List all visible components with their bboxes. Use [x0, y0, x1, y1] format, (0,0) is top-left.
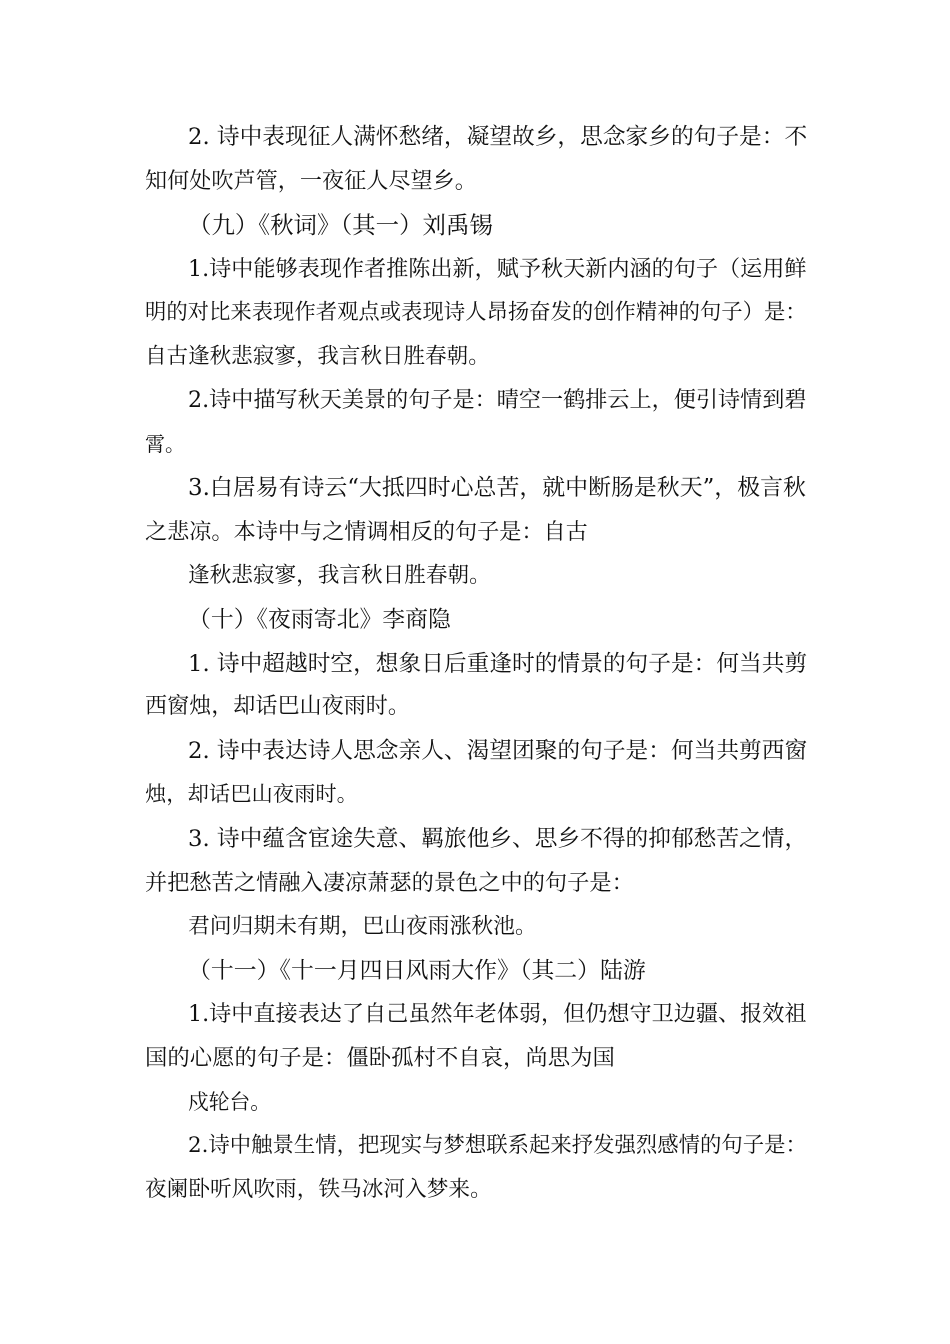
text-line: 戍轮台。 [188, 1090, 272, 1114]
section-heading: （九）《秋词》（其一）刘禹锡 [188, 211, 493, 239]
text-line: 逢秋悲寂寥，我言秋日胜春朝。 [188, 563, 491, 588]
text-line: 1.诗中能够表现作者推陈出新，赋予秋天新内涵的句子（运用鲜 [188, 256, 807, 282]
text-line: 明的对比来表现作者观点或表现诗人昂扬奋发的创作精神的句子）是： [145, 300, 807, 325]
text-line: 2.诗中描写秋天美景的句子是：晴空一鹤排云上，便引诗情到碧 [188, 387, 807, 413]
section-heading: （十一）《十一月四日风雨大作》（其二）陆游 [188, 958, 646, 984]
text-line: 2. 诗中表现征人满怀愁绪，凝望故乡，思念家乡的句子是：不 [188, 124, 808, 150]
text-line: 君问归期未有期，巴山夜雨涨秋池。 [188, 914, 537, 939]
text-line: 知何处吹芦管，一夜征人尽望乡。 [145, 168, 477, 194]
text-line: 2. 诗中表达诗人思念亲人、渴望团聚的句子是：何当共剪西窗 [188, 738, 808, 764]
text-line: 3. 诗中蕴含宦途失意、羁旅他乡、思乡不得的抑郁愁苦之情， [188, 826, 808, 852]
text-line: 夜阑卧听风吹雨，铁马冰河入梦来。 [145, 1177, 492, 1202]
text-line: 3.白居易有诗云“大抵四时心总苦，就中断肠是秋天”，极言秋 [188, 475, 806, 501]
text-line: 自古逢秋悲寂寥，我言秋日胜春朝。 [145, 344, 490, 369]
text-line: 并把愁苦之情融入凄凉萧瑟的景色之中的句子是： [145, 870, 634, 896]
text-line: 2.诗中触景生情，把现实与梦想联系起来抒发强烈感情的句子是： [188, 1133, 807, 1158]
text-line: 霄。 [145, 432, 185, 456]
text-line: 1.诗中直接表达了自己虽然年老体弱，但仍想守卫边疆、报效祖 [188, 1001, 807, 1027]
text-line: 西窗烛，却话巴山夜雨时。 [145, 694, 410, 719]
text-line: 之悲凉。本诗中与之情调相反的句子是：自古 [145, 519, 588, 545]
section-heading: （十）《夜雨寄北》李商隐 [188, 607, 451, 633]
text-line: 1. 诗中超越时空，想象日后重逢时的情景的句子是：何当共剪 [188, 651, 808, 677]
text-line: 国的心愿的句子是：僵卧孤村不自哀，尚思为国 [145, 1045, 615, 1071]
text-line: 烛，却话巴山夜雨时。 [145, 782, 358, 807]
